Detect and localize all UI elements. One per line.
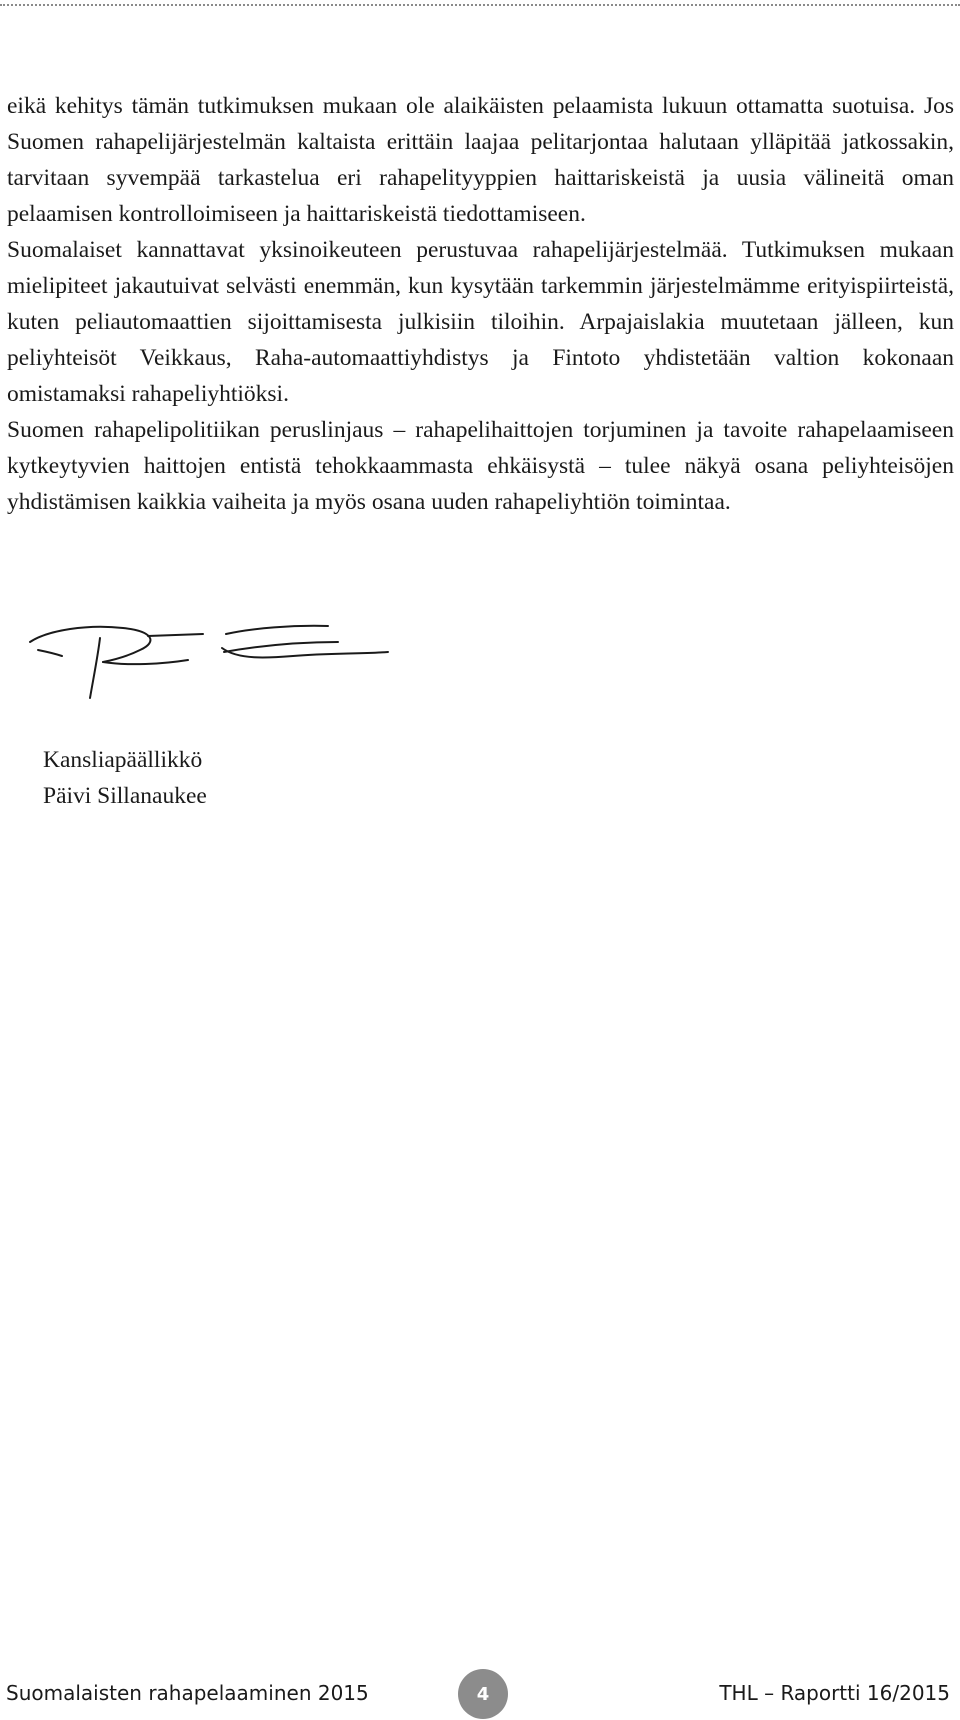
- signer-block: [43, 742, 207, 814]
- handwritten-signature: [28, 620, 398, 710]
- page-number: 4: [476, 1683, 490, 1705]
- footer-report-id: THL – Raportti 16/2015: [719, 1681, 950, 1705]
- signer-title: Kansliapäällikkö: [43, 747, 203, 773]
- footer-publication-title: Suomalaisten rahapelaaminen 2015: [6, 1681, 369, 1705]
- body-text: [7, 88, 954, 520]
- paragraph-3: Suomen rahapelipolitiikan peruslinjaus – rahapelihaittojen torjuminen ja tavoite rahapelaamiseen kytkeytyvien haittojen entistä tehokkaammasta ehkäisystä – tulee näkyä osana peliyhteisöjen yhdistämisen kaikkia vaiheita ja myös osana uuden rahapeliyhtiön toimintaa.: [7, 417, 954, 515]
- top-dotted-rule: [0, 4, 960, 6]
- signer-name: Päivi Sillanaukee: [43, 783, 207, 809]
- paragraph-1: eikä kehitys tämän tutkimuksen mukaan ole alaikäisten pelaamista lukuun ottamatta suotuisa. Jos Suomen rahapelijärjestelmän kaltaista erittäin laajaa pelitarjontaa halutaan ylläpitää jatkossakin, tarvitaan syvempää tarkastelua eri rahapelityyppien haittariskeistä ja uusia välineitä oman pelaamisen kontrolloimiseen ja haittariskeistä tiedottamiseen.: [7, 93, 954, 227]
- page-number-badge: [458, 1669, 508, 1719]
- paragraph-2: Suomalaiset kannattavat yksinoikeuteen perustuvaa rahapelijärjestelmää. Tutkimuksen mukaan mielipiteet jakautuivat selvästi enemmän, kun kysytään tarkemmin järjestelmämme erityispiirteistä, kuten peliautomaattien sijoittamisesta julkisiin tiloihin. Arpajaislakia muutetaan jälleen, kun peliyhteisöt Veikkaus, Raha-automaattiyhdistys ja Fintoto yhdistetään valtion kokonaan omistamaksi rahapeliyhtiöksi.: [7, 237, 954, 407]
